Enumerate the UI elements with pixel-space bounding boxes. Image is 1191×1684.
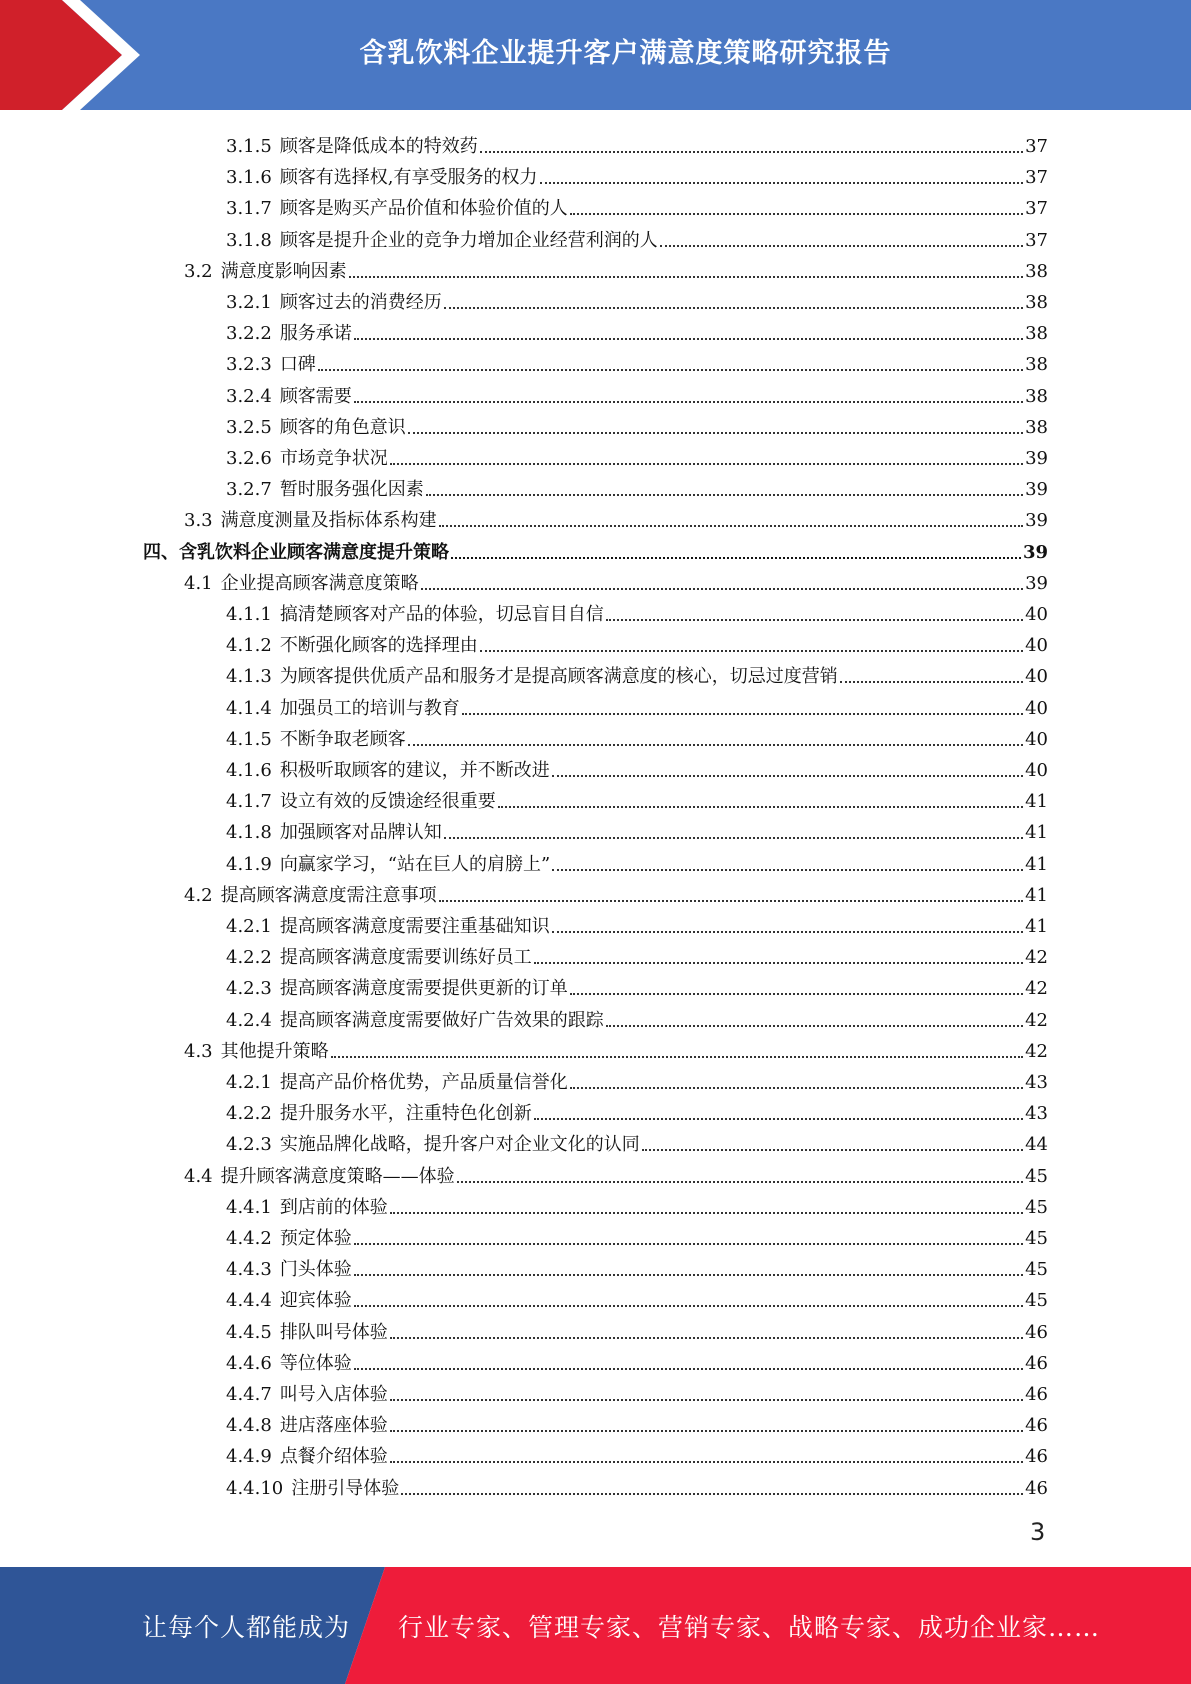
toc-entry-page: 45 xyxy=(1025,1196,1048,1218)
toc-entry[interactable] xyxy=(226,1405,1048,1436)
toc-entry-number: 4.2.1 xyxy=(226,916,272,937)
toc-entry-number: 3.1.5 xyxy=(226,136,272,157)
toc-entry-number: 4.4.8 xyxy=(226,1415,272,1437)
toc-entry-title: 顾客是降低成本的特效药 xyxy=(279,136,478,157)
toc-entry-title: 门头体验 xyxy=(279,1259,352,1281)
toc-leader-dots xyxy=(498,806,1023,808)
toc-entry-page: 41 xyxy=(1025,916,1048,937)
toc-entry-title: 向赢家学习，“站在巨人的肩膀上” xyxy=(279,853,551,875)
toc-entry[interactable] xyxy=(226,1218,1048,1249)
toc-entry[interactable] xyxy=(226,1000,1048,1031)
toc-entry-title: 顾客的角色意识 xyxy=(279,416,406,438)
toc-entry-page: 43 xyxy=(1025,1103,1048,1125)
toc-entry-title: 不断强化顾客的选择理由 xyxy=(279,635,478,657)
toc-leader-dots xyxy=(318,369,1023,371)
toc-leader-dots xyxy=(444,837,1023,839)
toc-entry[interactable] xyxy=(226,812,1048,843)
toc-entry-title: 提高顾客满意度需要做好广告效果的跟踪 xyxy=(279,1009,604,1031)
toc-entry[interactable] xyxy=(184,1031,1048,1062)
toc-leader-dots xyxy=(390,463,1023,465)
toc-leader-dots xyxy=(349,276,1023,278)
toc-leader-dots xyxy=(354,401,1023,403)
page-header xyxy=(0,0,1191,110)
toc-entry-title: 企业提高顾客满意度策略 xyxy=(220,572,419,594)
toc-leader-dots xyxy=(354,1243,1023,1245)
toc-entry-title: 顾客有选择权,有享受服务的权力 xyxy=(279,167,538,189)
page-number: 3 xyxy=(1030,1518,1046,1546)
toc-leader-dots xyxy=(840,681,1023,683)
toc-entry-page: 40 xyxy=(1025,666,1048,688)
toc-entry[interactable] xyxy=(226,906,1048,937)
toc-entry[interactable] xyxy=(226,968,1048,999)
toc-leader-dots xyxy=(660,245,1023,247)
toc-leader-dots xyxy=(401,1493,1023,1495)
toc-entry[interactable] xyxy=(226,407,1048,438)
toc-entry-title: 设立有效的反馈途经很重要 xyxy=(279,791,496,813)
toc-leader-dots xyxy=(354,1274,1023,1276)
toc-entry-title: 提高顾客满意度需要提供更新的订单 xyxy=(279,978,568,1000)
toc-entry-page: 38 xyxy=(1025,354,1048,376)
toc-entry-title: 提高顾客满意度需要训练好员工 xyxy=(279,947,532,969)
toc-leader-dots xyxy=(421,588,1023,590)
toc-entry-number: 4.4.6 xyxy=(226,1352,272,1374)
toc-leader-dots xyxy=(390,1430,1023,1432)
toc-entry-title: 顾客过去的消费经历 xyxy=(279,292,442,313)
toc-entry-title: 叫号入店体验 xyxy=(279,1384,388,1405)
toc-leader-dots xyxy=(570,993,1023,995)
toc-entry[interactable] xyxy=(226,1374,1048,1405)
toc-leader-dots xyxy=(606,619,1023,621)
toc-entry[interactable] xyxy=(226,188,1048,219)
toc-leader-dots xyxy=(444,307,1023,309)
toc-entry-title: 服务承诺 xyxy=(279,323,352,345)
toc-entry-number: 4.2.3 xyxy=(226,978,272,1000)
toc-entry-title: 等位体验 xyxy=(279,1352,352,1374)
toc-entry-number: 4.1.1 xyxy=(226,604,272,625)
toc-entry-title: 进店落座体验 xyxy=(279,1415,388,1437)
toc-entry-page: 42 xyxy=(1025,1040,1048,1062)
toc-entry[interactable] xyxy=(226,438,1048,469)
toc-entry-number: 4.1.4 xyxy=(226,697,272,719)
toc-entry-page: 38 xyxy=(1025,260,1048,282)
toc-entry-page: 38 xyxy=(1025,385,1048,407)
toc-leader-dots xyxy=(534,962,1023,964)
toc-entry-page: 41 xyxy=(1025,884,1048,906)
toc-leader-dots xyxy=(606,1025,1023,1027)
toc-entry-page: 38 xyxy=(1025,323,1048,345)
header-title: 含乳饮料企业提升客户满意度策略研究报告 xyxy=(359,37,892,69)
header-chevron-decoration xyxy=(0,0,170,110)
toc-entry-page: 46 xyxy=(1025,1415,1048,1437)
toc-entry-page: 39 xyxy=(1025,572,1048,594)
toc-leader-dots xyxy=(457,1181,1023,1183)
toc-entry[interactable] xyxy=(226,469,1048,500)
toc-entry-title: 实施品牌化战略，提升客户对企业文化的认同 xyxy=(279,1134,640,1156)
toc-entry-number: 4.1.5 xyxy=(226,728,272,750)
toc-entry-page: 40 xyxy=(1025,728,1048,750)
toc-entry-title: 迎宾体验 xyxy=(279,1290,352,1312)
toc-entry-page: 46 xyxy=(1025,1384,1048,1405)
toc-entry-page: 41 xyxy=(1025,791,1048,813)
toc-entry-page: 39 xyxy=(1025,510,1048,532)
toc-entry-page: 44 xyxy=(1025,1134,1048,1156)
toc-entry-page: 45 xyxy=(1025,1165,1048,1187)
toc-entry-number: 4.4.1 xyxy=(226,1196,272,1218)
toc-leader-dots xyxy=(439,900,1023,902)
toc-entry-number: 4.1 xyxy=(184,572,213,594)
toc-entry-number: 3.2.4 xyxy=(226,385,272,407)
toc-entry[interactable] xyxy=(184,251,1048,282)
toc-entry-page: 40 xyxy=(1025,697,1048,719)
toc-entry-title: 预定体验 xyxy=(279,1228,352,1249)
toc-entry[interactable] xyxy=(226,313,1048,344)
toc-leader-dots xyxy=(390,1461,1023,1463)
toc-entry-page: 37 xyxy=(1025,229,1048,251)
toc-entry-number: 3.2.5 xyxy=(226,416,272,438)
toc-entry-number: 4.2.1 xyxy=(226,1072,272,1093)
toc-entry-number: 4.4.3 xyxy=(226,1259,272,1281)
toc-entry[interactable] xyxy=(184,1156,1048,1187)
toc-entry[interactable] xyxy=(226,1249,1048,1280)
toc-entry-title: 加强顾客对品牌认知 xyxy=(279,822,442,844)
toc-entry[interactable] xyxy=(226,1124,1048,1155)
toc-entry[interactable] xyxy=(226,1343,1048,1374)
toc-entry-page: 41 xyxy=(1025,822,1048,844)
toc-entry-page: 39 xyxy=(1025,448,1048,469)
toc-entry[interactable] xyxy=(226,376,1048,407)
toc-leader-dots xyxy=(552,869,1023,871)
toc-entry-number: 4.1.8 xyxy=(226,822,272,844)
toc-entry-number: 3.1.7 xyxy=(226,198,272,220)
toc-entry-number: 4.2.2 xyxy=(226,1103,272,1125)
toc-leader-dots xyxy=(331,1056,1023,1058)
toc-entry-page: 45 xyxy=(1025,1290,1048,1312)
toc-leader-dots xyxy=(354,1305,1023,1307)
toc-leader-dots xyxy=(451,557,1021,559)
toc-entry-page: 45 xyxy=(1025,1228,1048,1249)
toc-entry-title: 顾客是提升企业的竞争力增加企业经营利润的人 xyxy=(279,229,658,251)
toc-entry-title: 加强员工的培训与教育 xyxy=(279,697,460,719)
toc-entry-page: 42 xyxy=(1025,947,1048,969)
toc-entry-number: 3.2.6 xyxy=(226,448,272,469)
toc-entry-number: 4.1.3 xyxy=(226,666,272,688)
toc-entry-page: 41 xyxy=(1025,853,1048,875)
toc-entry-number: 4.4.4 xyxy=(226,1290,272,1312)
toc-entry-page: 37 xyxy=(1025,167,1048,189)
toc-entry-number: 4.4.5 xyxy=(226,1321,272,1343)
toc-entry[interactable] xyxy=(226,220,1048,251)
toc-entry[interactable] xyxy=(226,282,1048,313)
toc-entry-number: 4.4.10 xyxy=(226,1477,284,1499)
toc-entry-number: 3.2.2 xyxy=(226,323,272,345)
toc-entry[interactable] xyxy=(184,500,1048,531)
toc-entry[interactable] xyxy=(226,1280,1048,1311)
toc-entry[interactable] xyxy=(226,594,1048,625)
toc-entry-page: 46 xyxy=(1025,1321,1048,1343)
toc-entry-number: 4.3 xyxy=(184,1040,213,1062)
toc-entry-title: 满意度影响因素 xyxy=(220,260,347,282)
toc-entry-number: 3.3 xyxy=(184,510,213,532)
toc-entry-title: 满意度测量及指标体系构建 xyxy=(220,510,437,532)
toc-entry-number: 4.1.7 xyxy=(226,791,272,813)
toc-leader-dots xyxy=(408,432,1023,434)
toc-entry-number: 4.4.9 xyxy=(226,1446,272,1468)
toc-leader-dots xyxy=(462,713,1023,715)
toc-entry-title: 提高产品价格优势，产品质量信誉化 xyxy=(279,1072,568,1093)
toc-leader-dots xyxy=(480,650,1023,652)
toc-entry[interactable] xyxy=(226,688,1048,719)
toc-entry[interactable] xyxy=(226,937,1048,968)
footer-slogan-left: 让每个人都能成为 xyxy=(142,1612,351,1642)
toc-leader-dots xyxy=(439,525,1023,527)
toc-entry[interactable] xyxy=(226,719,1048,750)
toc-entry-title: 其他提升策略 xyxy=(220,1040,329,1062)
toc-entry-page: 37 xyxy=(1025,136,1048,157)
toc-leader-dots xyxy=(552,931,1023,933)
toc-leader-dots xyxy=(570,1087,1023,1089)
toc-entry-number: 4.1.6 xyxy=(226,760,272,781)
toc-leader-dots xyxy=(390,1337,1023,1339)
toc-entry-page: 39 xyxy=(1022,541,1048,563)
toc-entry-page: 45 xyxy=(1025,1259,1048,1281)
toc-leader-dots xyxy=(534,1118,1023,1120)
toc-entry-number: 4.2 xyxy=(184,884,213,906)
toc-entry-title: 积极听取顾客的建议，并不断改进 xyxy=(279,760,550,781)
toc-entry-title: 暂时服务强化因素 xyxy=(279,479,424,501)
toc-entry-title: 点餐介绍体验 xyxy=(279,1446,388,1468)
toc-entry-title: 四、含乳饮料企业顾客满意度提升策略 xyxy=(143,541,449,563)
toc-entry-number: 4.2.3 xyxy=(226,1134,272,1156)
toc-entry[interactable] xyxy=(143,532,1048,563)
toc-entry-number: 3.2 xyxy=(184,260,213,282)
toc-entry-page: 38 xyxy=(1025,292,1048,313)
toc-entry[interactable] xyxy=(226,1468,1048,1499)
toc-entry-number: 4.2.4 xyxy=(226,1009,272,1031)
toc-entry-page: 38 xyxy=(1025,416,1048,438)
toc-leader-dots xyxy=(408,744,1023,746)
toc-entry[interactable] xyxy=(226,781,1048,812)
toc-entry[interactable] xyxy=(226,844,1048,875)
toc-entry-page: 39 xyxy=(1025,479,1048,501)
toc-entry-title: 顾客需要 xyxy=(279,385,352,407)
toc-entry-number: 4.4.2 xyxy=(226,1228,272,1249)
toc-entry-title: 顾客是购买产品价值和体验价值的人 xyxy=(279,198,568,220)
toc-entry-number: 3.2.7 xyxy=(226,479,272,501)
toc-entry-page: 40 xyxy=(1025,635,1048,657)
toc-entry-number: 3.2.1 xyxy=(226,292,272,313)
toc-leader-dots xyxy=(540,182,1024,184)
toc-entry-number: 4.4 xyxy=(184,1165,213,1187)
toc-entry-title: 提升服务水平，注重特色化创新 xyxy=(279,1103,532,1125)
toc-entry-page: 46 xyxy=(1025,1477,1048,1499)
toc-entry[interactable] xyxy=(226,1436,1048,1467)
toc-entry-number: 4.1.2 xyxy=(226,635,272,657)
toc-entry[interactable] xyxy=(226,1187,1048,1218)
toc-entry[interactable] xyxy=(226,750,1048,781)
toc-entry-page: 42 xyxy=(1025,978,1048,1000)
toc-entry[interactable] xyxy=(226,157,1048,188)
toc-entry[interactable] xyxy=(226,1312,1048,1343)
toc-entry-number: 4.1.9 xyxy=(226,853,272,875)
toc-entry-page: 40 xyxy=(1025,760,1048,781)
toc-leader-dots xyxy=(426,494,1023,496)
toc-leader-dots xyxy=(552,775,1023,777)
toc-entry-number: 3.1.8 xyxy=(226,229,272,251)
toc-entry[interactable] xyxy=(226,1093,1048,1124)
toc-entry-number: 3.1.6 xyxy=(226,167,272,189)
toc-entry-number: 4.4.7 xyxy=(226,1384,272,1405)
toc-entry[interactable] xyxy=(226,625,1048,656)
toc-entry[interactable] xyxy=(226,656,1048,687)
toc-entry-page: 37 xyxy=(1025,198,1048,220)
toc-entry-page: 46 xyxy=(1025,1352,1048,1374)
toc-leader-dots xyxy=(642,1149,1023,1151)
toc-entry-title: 排队叫号体验 xyxy=(279,1321,388,1343)
footer-slogan-right: 行业专家、管理专家、营销专家、战略专家、成功企业家…… xyxy=(398,1612,1101,1642)
toc-entry-title: 口碑 xyxy=(279,354,316,376)
toc-leader-dots xyxy=(354,1368,1023,1370)
toc-entry-title: 不断争取老顾客 xyxy=(279,728,406,750)
toc-leader-dots xyxy=(390,1399,1023,1401)
toc-entry-title: 搞清楚顾客对产品的体验，切忌盲目自信 xyxy=(279,604,604,625)
toc-entry[interactable] xyxy=(184,563,1048,594)
toc-entry-page: 46 xyxy=(1025,1446,1048,1468)
toc-entry-title: 为顾客提供优质产品和服务才是提高顾客满意度的核心，切忌过度营销 xyxy=(279,666,838,688)
toc-entry-number: 3.2.3 xyxy=(226,354,272,376)
toc-entry[interactable] xyxy=(226,344,1048,375)
toc-entry-title: 提高顾客满意度需注意事项 xyxy=(220,884,437,906)
toc-entry-title: 市场竞争状况 xyxy=(279,448,388,469)
toc-entry-title: 到店前的体验 xyxy=(279,1196,388,1218)
toc-leader-dots xyxy=(390,1212,1023,1214)
toc-entry-page: 42 xyxy=(1025,1009,1048,1031)
toc-entry[interactable] xyxy=(184,875,1048,906)
toc-entry-title: 注册引导体验 xyxy=(291,1477,400,1499)
toc-entry[interactable] xyxy=(226,1062,1048,1093)
toc-entry[interactable] xyxy=(226,126,1048,157)
toc-entry-page: 40 xyxy=(1025,604,1048,625)
toc-entry-title: 提高顾客满意度需要注重基础知识 xyxy=(279,916,550,937)
toc-entry-title: 提升顾客满意度策略——体验 xyxy=(220,1165,455,1187)
toc-entry-number: 4.2.2 xyxy=(226,947,272,969)
page-footer xyxy=(0,1567,1191,1684)
toc-entry-page: 43 xyxy=(1025,1072,1048,1093)
toc-leader-dots xyxy=(570,213,1023,215)
toc-leader-dots xyxy=(354,338,1023,340)
toc-leader-dots xyxy=(480,151,1023,153)
